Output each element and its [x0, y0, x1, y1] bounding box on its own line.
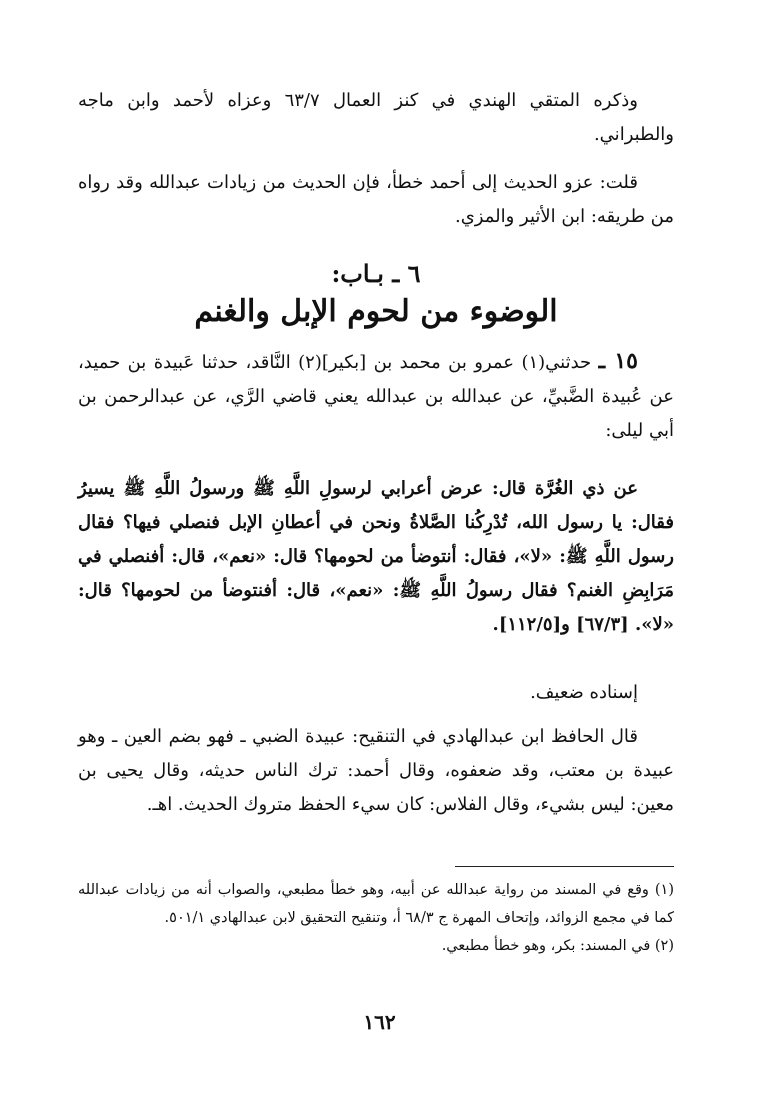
commentary-section	[78, 720, 674, 822]
footnotes	[78, 876, 674, 960]
hadith-matn-section	[78, 472, 674, 642]
intro-paragraph-1: وذكره المتقي الهندي في كنز العمال ٦٣/٧ وعزاه لأحمد وابن ماجه والطبراني.	[78, 90, 674, 145]
hadith-number: ١٥ ـ	[598, 348, 638, 374]
hadith-isnad-section	[78, 344, 674, 448]
footnote-2: (٢) في المسند: بكر، وهو خطأ مطبعي.	[441, 938, 674, 954]
hadith-grading: إسناده ضعيف.	[530, 682, 638, 703]
hadith-isnad: حدثني(١) عمرو بن محمد بن [بكير](٢) النَّاقد، حدثنا عَبيدة بن حميد، عن عُبيدة الضَّبيِّ، عن عبدالله بن عبدالله يعني قاضي الرَّي، عن عبدالرحمن بن أبي ليلى:	[78, 352, 674, 441]
chapter-title: الوضوء من لحوم الإبل والغنم	[194, 294, 558, 329]
footnote-1: (١) وقع في المسند من رواية عبدالله عن أبيه، وهو خطأ مطبعي، والصواب أنه من زيادات عبدالله كما في مجمع الزوائد، وإتحاف المهرة ج ٦٨/٣ أ، وتنقيح التحقيق لابن عبدالهادي ٥٠١/١.	[78, 882, 674, 926]
page-number: ١٦٢	[363, 1010, 396, 1034]
intro-paragraph-2: قلت: عزو الحديث إلى أحمد خطأ، فإن الحديث من زيادات عبدالله وقد رواه من طريقه: ابن الأثير والمزي.	[78, 172, 674, 227]
commentary-paragraph: قال الحافظ ابن عبدالهادي في التنقيح: عبيدة الضبي ـ فهو بضم العين ـ وهو عبيدة بن معتب، وقد ضعفوه، وقال أحمد: ترك الناس حديثه، وقال يحيى بن معين: ليس بشيء، وقال الفلاس: كان سيء الحفظ متروك الحديث. اهـ.	[78, 726, 674, 815]
note-section	[78, 166, 674, 234]
footnote-divider	[455, 866, 674, 867]
intro-section	[78, 84, 674, 152]
chapter-number: ٦ ـ بـاب:	[331, 259, 421, 288]
hadith-isnad-paragraph	[78, 344, 674, 448]
hadith-matn: عن ذي الغُرَّة قال: عرض أعرابي لرسولِ اللَّهِ ﷺ ورسولُ اللَّهِ ﷺ يسيرُ فقال: يا رسول الله، تُدْرِكُنا الصَّلاةُ ونحن في أعطانِ الإبل فنصلي فيها؟ فقال رسول اللَّهِ ﷺ: «لا»، فقال: أنتوضأ من لحومها؟ قال: «نعم»، قال: أفنصلي في مَرَابِضِ الغنم؟ فقال رسولُ اللَّهِ ﷺ: «نعم»، قال: أفنتوضأ من لحومها؟ قال: «لا». [٦٧/٣] و[١١٢/٥].	[78, 478, 674, 635]
grading-section	[78, 676, 674, 710]
